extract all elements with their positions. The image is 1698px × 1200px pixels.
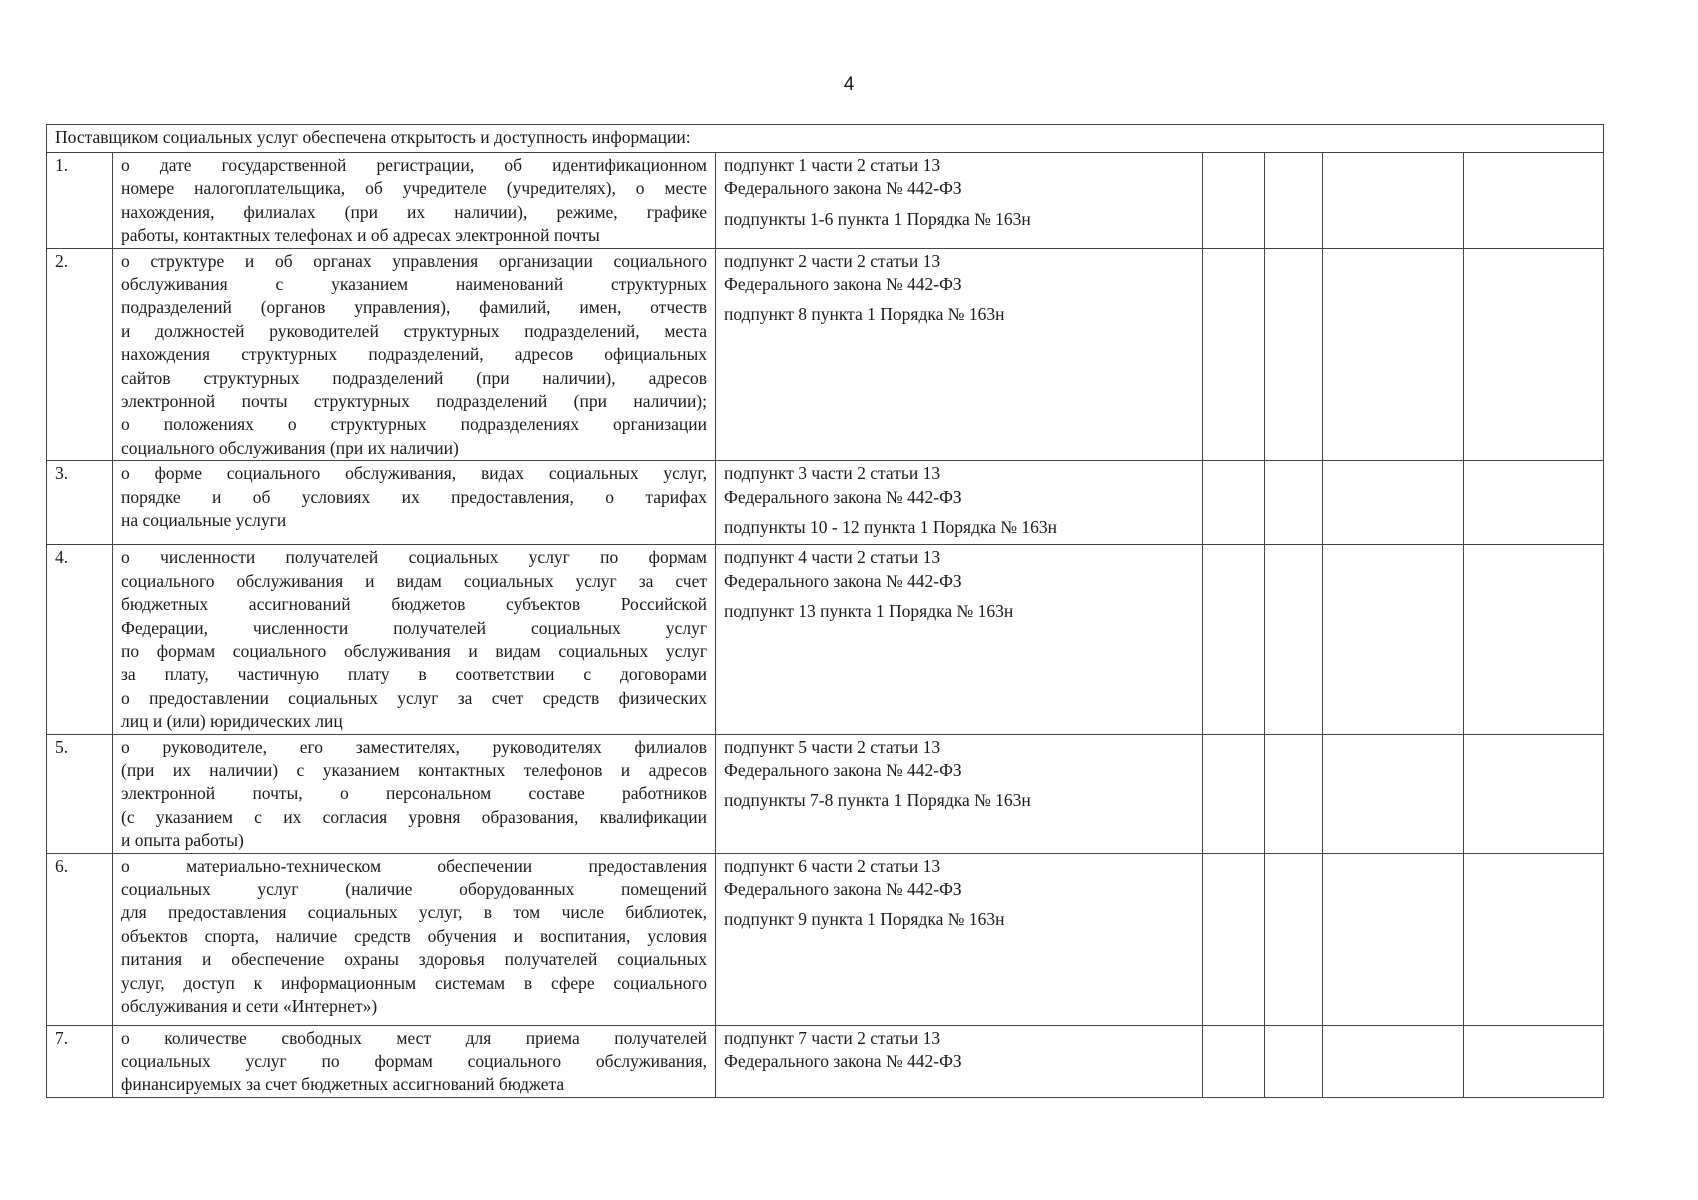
empty-cell [1265, 545, 1323, 734]
description-line: бюджетных ассигнований бюджетов субъектов Российской [121, 594, 707, 615]
description-line: сайтов структурных подразделений (при наличии), адресов [121, 367, 707, 388]
row-legal-reference [716, 248, 1203, 461]
row-description [113, 853, 716, 1025]
description-line: по формам социального обслуживания и видам социальных услуг [121, 640, 707, 661]
description-line: работы, контактных телефонах и об адресах электронной почты [121, 225, 600, 246]
row-number: 7. [47, 1025, 113, 1097]
description-line: о предоставлении социальных услуг за счет средств физических [121, 687, 707, 708]
description-line: для предоставления социальных услуг, в том числе библиотек, [121, 902, 707, 923]
reference-spacer [724, 509, 1194, 516]
law-reference-article: подпункт 1 части 2 статьи 13 [724, 155, 941, 175]
empty-cell [1203, 853, 1265, 1025]
description-line: о материально-техническом обеспечении предоставления [121, 855, 707, 876]
description-line: нахождения, филиалах (при их наличии), режиме, графике [121, 201, 707, 222]
table-row [47, 461, 1604, 545]
empty-cell [1203, 461, 1265, 545]
row-legal-reference [716, 1025, 1203, 1097]
law-reference-article: подпункт 4 части 2 статьи 13 [724, 547, 941, 568]
empty-cell [1323, 1025, 1464, 1097]
row-description [113, 153, 716, 249]
description-line: социального обслуживания и видам социальных услуг за счет [121, 570, 707, 591]
empty-cell [1464, 461, 1604, 545]
law-reference-name: Федерального закона № 442-ФЗ [724, 759, 962, 780]
empty-cell [1464, 545, 1604, 734]
reference-spacer [724, 782, 1194, 789]
table-row [47, 153, 1604, 249]
description-line: социального обслуживания (при их наличии) [121, 437, 459, 458]
empty-cell [1265, 1025, 1323, 1097]
law-reference-article: подпункт 3 части 2 статьи 13 [724, 463, 941, 484]
row-legal-reference [716, 545, 1203, 734]
law-reference-name: Федерального закона № 442-ФЗ [724, 486, 962, 507]
row-description [113, 461, 716, 545]
law-reference-article: подпункт 6 части 2 статьи 13 [724, 855, 941, 876]
section-header: Поставщиком социальных услуг обеспечена открытость и доступность информации: [47, 125, 1604, 153]
order-reference: подпункты 7-8 пункта 1 Порядка № 163н [724, 790, 1031, 811]
description-line: о руководителе, его заместителях, руководителях филиалов [121, 736, 707, 757]
description-line: социальных услуг по формам социального обслуживания, [121, 1050, 707, 1071]
empty-cell [1464, 734, 1604, 853]
description-line: питания и обеспечение охраны здоровья получателей социальных [121, 949, 707, 970]
empty-cell [1323, 153, 1464, 249]
empty-cell [1323, 461, 1464, 545]
row-number: 4. [47, 545, 113, 734]
description-line: объектов спорта, наличие средств обучения и воспитания, условия [121, 925, 707, 946]
row-legal-reference [716, 153, 1203, 249]
row-number: 5. [47, 734, 113, 853]
law-reference-name: Федерального закона № 442-ФЗ [724, 570, 962, 591]
law-reference-name: Федерального закона № 442-ФЗ [724, 178, 962, 199]
requirements-table [46, 124, 1604, 1098]
description-line: о форме социального обслуживания, видах социальных услуг, [121, 463, 707, 484]
order-reference: подпункт 13 пункта 1 Порядка № 163н [724, 601, 1014, 622]
row-description [113, 248, 716, 461]
empty-cell [1464, 853, 1604, 1025]
empty-cell [1203, 248, 1265, 461]
empty-cell [1265, 153, 1323, 249]
empty-cell [1265, 248, 1323, 461]
description-line: услуг, доступ к информационным системам в сфере социального [121, 972, 707, 993]
empty-cell [1323, 853, 1464, 1025]
row-legal-reference [716, 461, 1203, 545]
description-line: социальных услуг (наличие оборудованных помещений [121, 878, 707, 899]
row-description [113, 734, 716, 853]
reference-spacer [724, 201, 1194, 208]
empty-cell [1323, 734, 1464, 853]
reference-spacer [724, 901, 1194, 908]
empty-cell [1265, 853, 1323, 1025]
row-number: 1. [47, 153, 113, 249]
empty-cell [1323, 248, 1464, 461]
description-line: за плату, частичную плату в соответствии с договорами [121, 664, 707, 685]
empty-cell [1203, 734, 1265, 853]
law-reference-article: подпункт 5 части 2 статьи 13 [724, 736, 941, 757]
table-row [47, 1025, 1604, 1097]
page-number: 4 [843, 74, 855, 95]
row-description [113, 1025, 716, 1097]
table-row [47, 545, 1604, 734]
empty-cell [1464, 1025, 1604, 1097]
reference-spacer [724, 593, 1194, 600]
description-line: номере налогоплательщика, об учредителе (учредителях), о месте [121, 178, 707, 199]
empty-cell [1464, 248, 1604, 461]
description-line: обслуживания и сети «Интернет») [121, 996, 378, 1016]
description-line: финансируемых за счет бюджетных ассигнований бюджета [121, 1074, 565, 1095]
table-row [47, 734, 1604, 853]
description-line: Федерации, численности получателей социальных услуг [121, 617, 707, 638]
row-number: 3. [47, 461, 113, 545]
description-line: подразделений (органов управления), фамилий, имен, отчеств [121, 297, 707, 318]
description-line: лиц и (или) юридических лиц [121, 711, 343, 732]
order-reference: подпункт 9 пункта 1 Порядка № 163н [724, 909, 1005, 930]
description-line: и опыта работы) [121, 830, 244, 851]
empty-cell [1203, 545, 1265, 734]
row-number: 2. [47, 248, 113, 461]
law-reference-name: Федерального закона № 442-ФЗ [724, 1050, 962, 1071]
description-line: о структуре и об органах управления организации социального [121, 250, 707, 271]
row-legal-reference [716, 853, 1203, 1025]
description-line: (при их наличии) с указанием контактных телефонов и адресов [121, 759, 707, 780]
empty-cell [1265, 734, 1323, 853]
order-reference: подпункты 10 - 12 пункта 1 Порядка № 163н [724, 517, 1058, 538]
law-reference-article: подпункт 2 части 2 статьи 13 [724, 250, 941, 271]
row-description [113, 545, 716, 734]
description-line: (с указанием с их согласия уровня образования, квалификации [121, 806, 707, 827]
empty-cell [1203, 153, 1265, 249]
row-number: 6. [47, 853, 113, 1025]
description-line: на социальные услуги [121, 510, 287, 531]
description-line: о численности получателей социальных услуг по формам [121, 547, 707, 568]
description-line: порядке и об условиях их предоставления, о тарифах [121, 486, 707, 507]
law-reference-name: Федерального закона № 442-ФЗ [724, 274, 962, 295]
law-reference-name: Федерального закона № 442-ФЗ [724, 878, 962, 899]
empty-cell [1323, 545, 1464, 734]
description-line: электронной почты, о персональном составе работников [121, 783, 707, 804]
table-row [47, 248, 1604, 461]
description-line: обслуживания с указанием наименований структурных [121, 274, 707, 295]
empty-cell [1464, 153, 1604, 249]
description-line: о количестве свободных мест для приема получателей [121, 1027, 707, 1048]
order-reference: подпункты 1-6 пункта 1 Порядка № 163н [724, 208, 1031, 229]
description-line: о дате государственной регистрации, об идентификационном [121, 155, 707, 175]
row-legal-reference [716, 734, 1203, 853]
description-line: электронной почты структурных подразделений (при наличии); [121, 391, 707, 412]
description-line: нахождения структурных подразделений, адресов официальных [121, 344, 707, 365]
order-reference: подпункт 8 пункта 1 Порядка № 163н [724, 304, 1005, 325]
description-line: о положениях о структурных подразделениях организации [121, 414, 707, 435]
table-header-row [47, 125, 1604, 153]
empty-cell [1203, 1025, 1265, 1097]
law-reference-article: подпункт 7 части 2 статьи 13 [724, 1027, 941, 1048]
empty-cell [1265, 461, 1323, 545]
description-line: и должностей руководителей структурных подразделений, места [121, 320, 707, 341]
reference-spacer [724, 296, 1194, 303]
table-row [47, 853, 1604, 1025]
